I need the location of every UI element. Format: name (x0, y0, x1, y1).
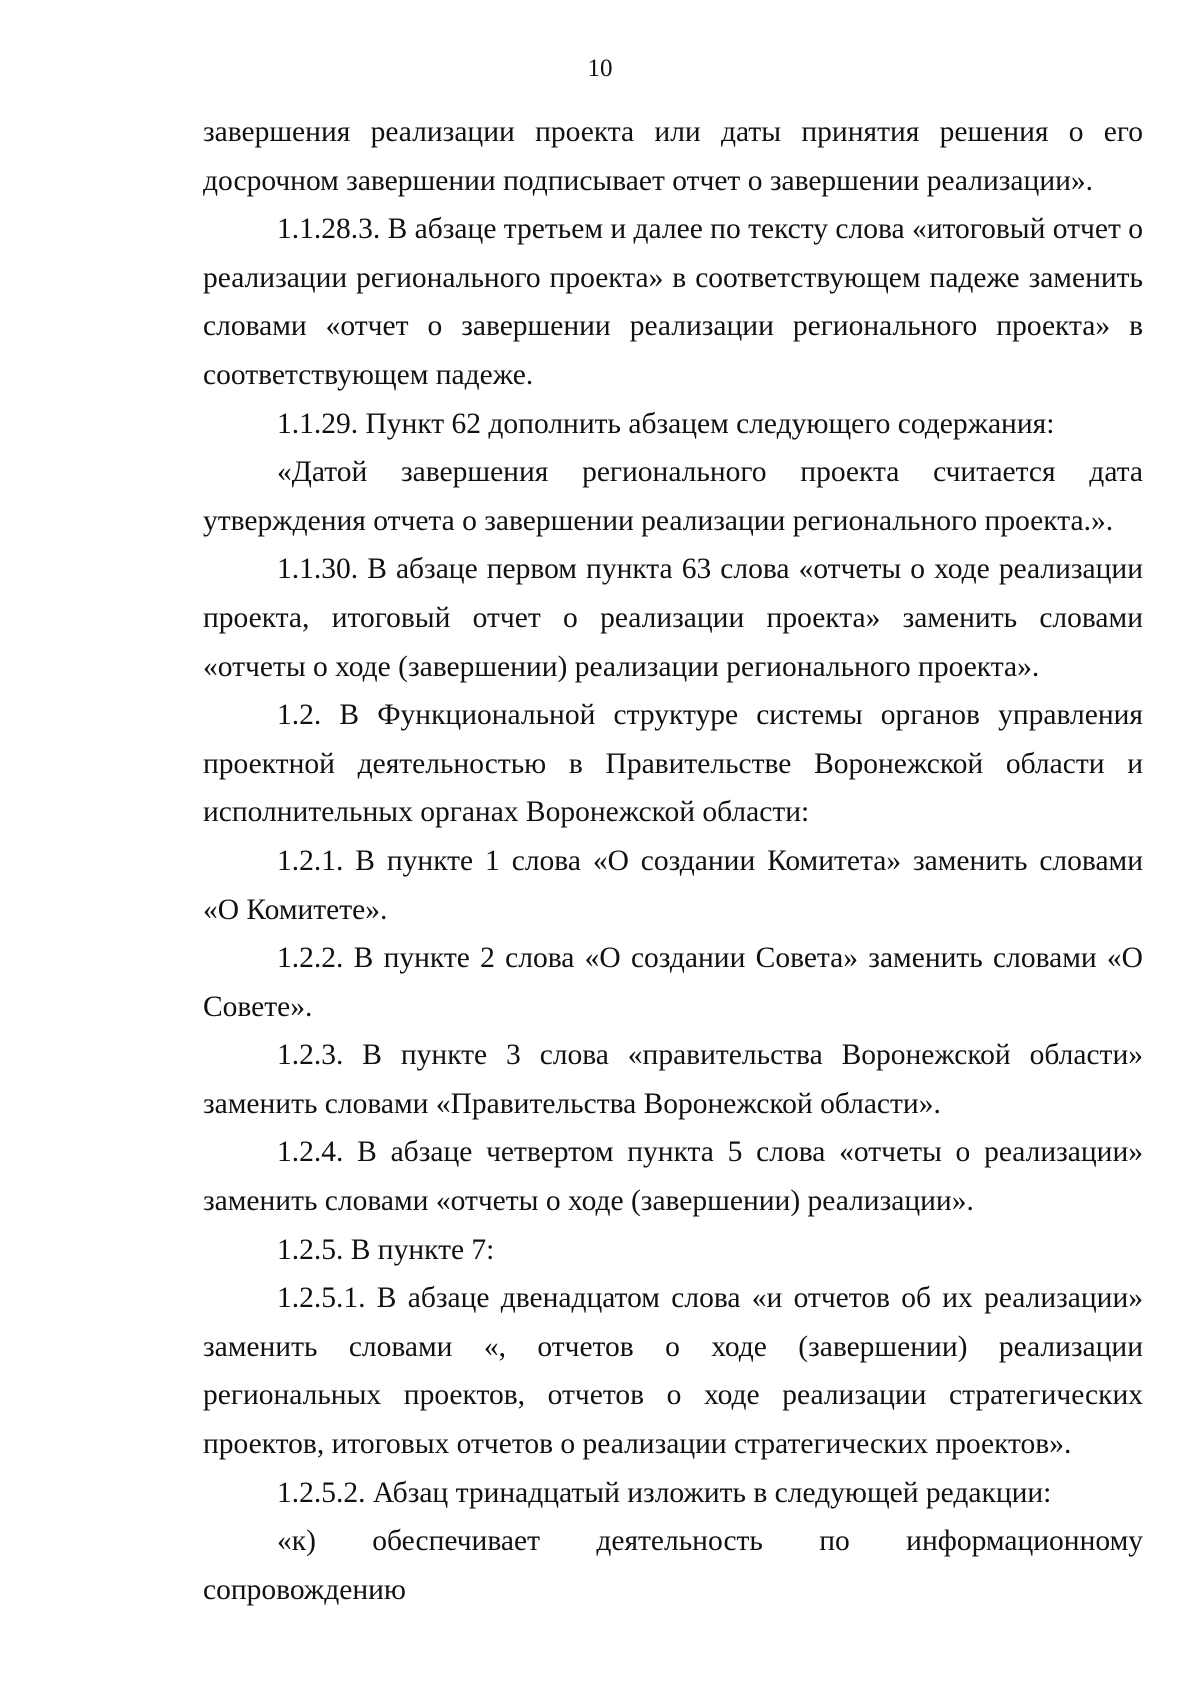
paragraph-1-1-28-3: 1.1.28.3. В абзаце третьем и далее по тексту слова «итоговый отчет о реализации регионального проекта» в соответствующем падеже заменить словами «отчет о завершении реализации регионального проекта» в соответствующем падеже. (203, 213, 1143, 391)
paragraph-1-2-5: 1.2.5. В пункте 7: (277, 1233, 495, 1266)
paragraph-1-2-3: 1.2.3. В пункте 3 слова «правительства Воронежской области» заменить словами «Правительства Воронежской области». (203, 1039, 1143, 1120)
paragraph-1-2-5-2-quote: «к) обеспечивает деятельность по информационному сопровождению (203, 1525, 1143, 1606)
paragraph-1-1-30: 1.1.30. В абзаце первом пункта 63 слова «отчеты о ходе реализации проекта, итоговый отчет о реализации проекта» заменить словами «отчеты о ходе (завершении) реализации регионального проекта». (203, 553, 1143, 683)
paragraph-1-1-29: 1.1.29. Пункт 62 дополнить абзацем следующего содержания: (277, 407, 1055, 440)
document-body (203, 108, 1143, 1614)
paragraph-1-2-5-1: 1.2.5.1. В абзаце двенадцатом слова «и отчетов об их реализации» заменить словами «, отчетов о ходе (завершении) реализации региональных проектов, отчетов о ходе реализации стратегических проектов, итоговых отчетов о реализации стратегических проектов». (203, 1282, 1143, 1461)
paragraph-1-2-4: 1.2.4. В абзаце четвертом пункта 5 слова «отчеты о реализации» заменить словами «отчеты о ходе (завершении) реализации». (203, 1136, 1143, 1218)
paragraph-1-2-5-2: 1.2.5.2. Абзац тринадцатый изложить в следующей редакции: (277, 1476, 1052, 1509)
paragraph-1-2-2: 1.2.2. В пункте 2 слова «О создании Совета» заменить словами «О Совете». (203, 942, 1143, 1023)
page-number: 10 (587, 55, 613, 82)
paragraph-1-2-1: 1.2.1. В пункте 1 слова «О создании Комитета» заменить словами «О Комитете». (203, 844, 1143, 926)
paragraph-1-2: 1.2. В Функциональной структуре системы органов управления проектной деятельностью в Правительстве Воронежской области и исполнительных органах Воронежской области: (203, 699, 1143, 829)
paragraph-1-1-29-quote: «Датой завершения регионального проекта считается дата утверждения отчета о завершении реализации регионального проекта.». (203, 456, 1143, 537)
paragraph-continuation: завершения реализации проекта или даты принятия решения о его досрочном завершении подписывает отчет о завершении реализации». (203, 116, 1143, 197)
